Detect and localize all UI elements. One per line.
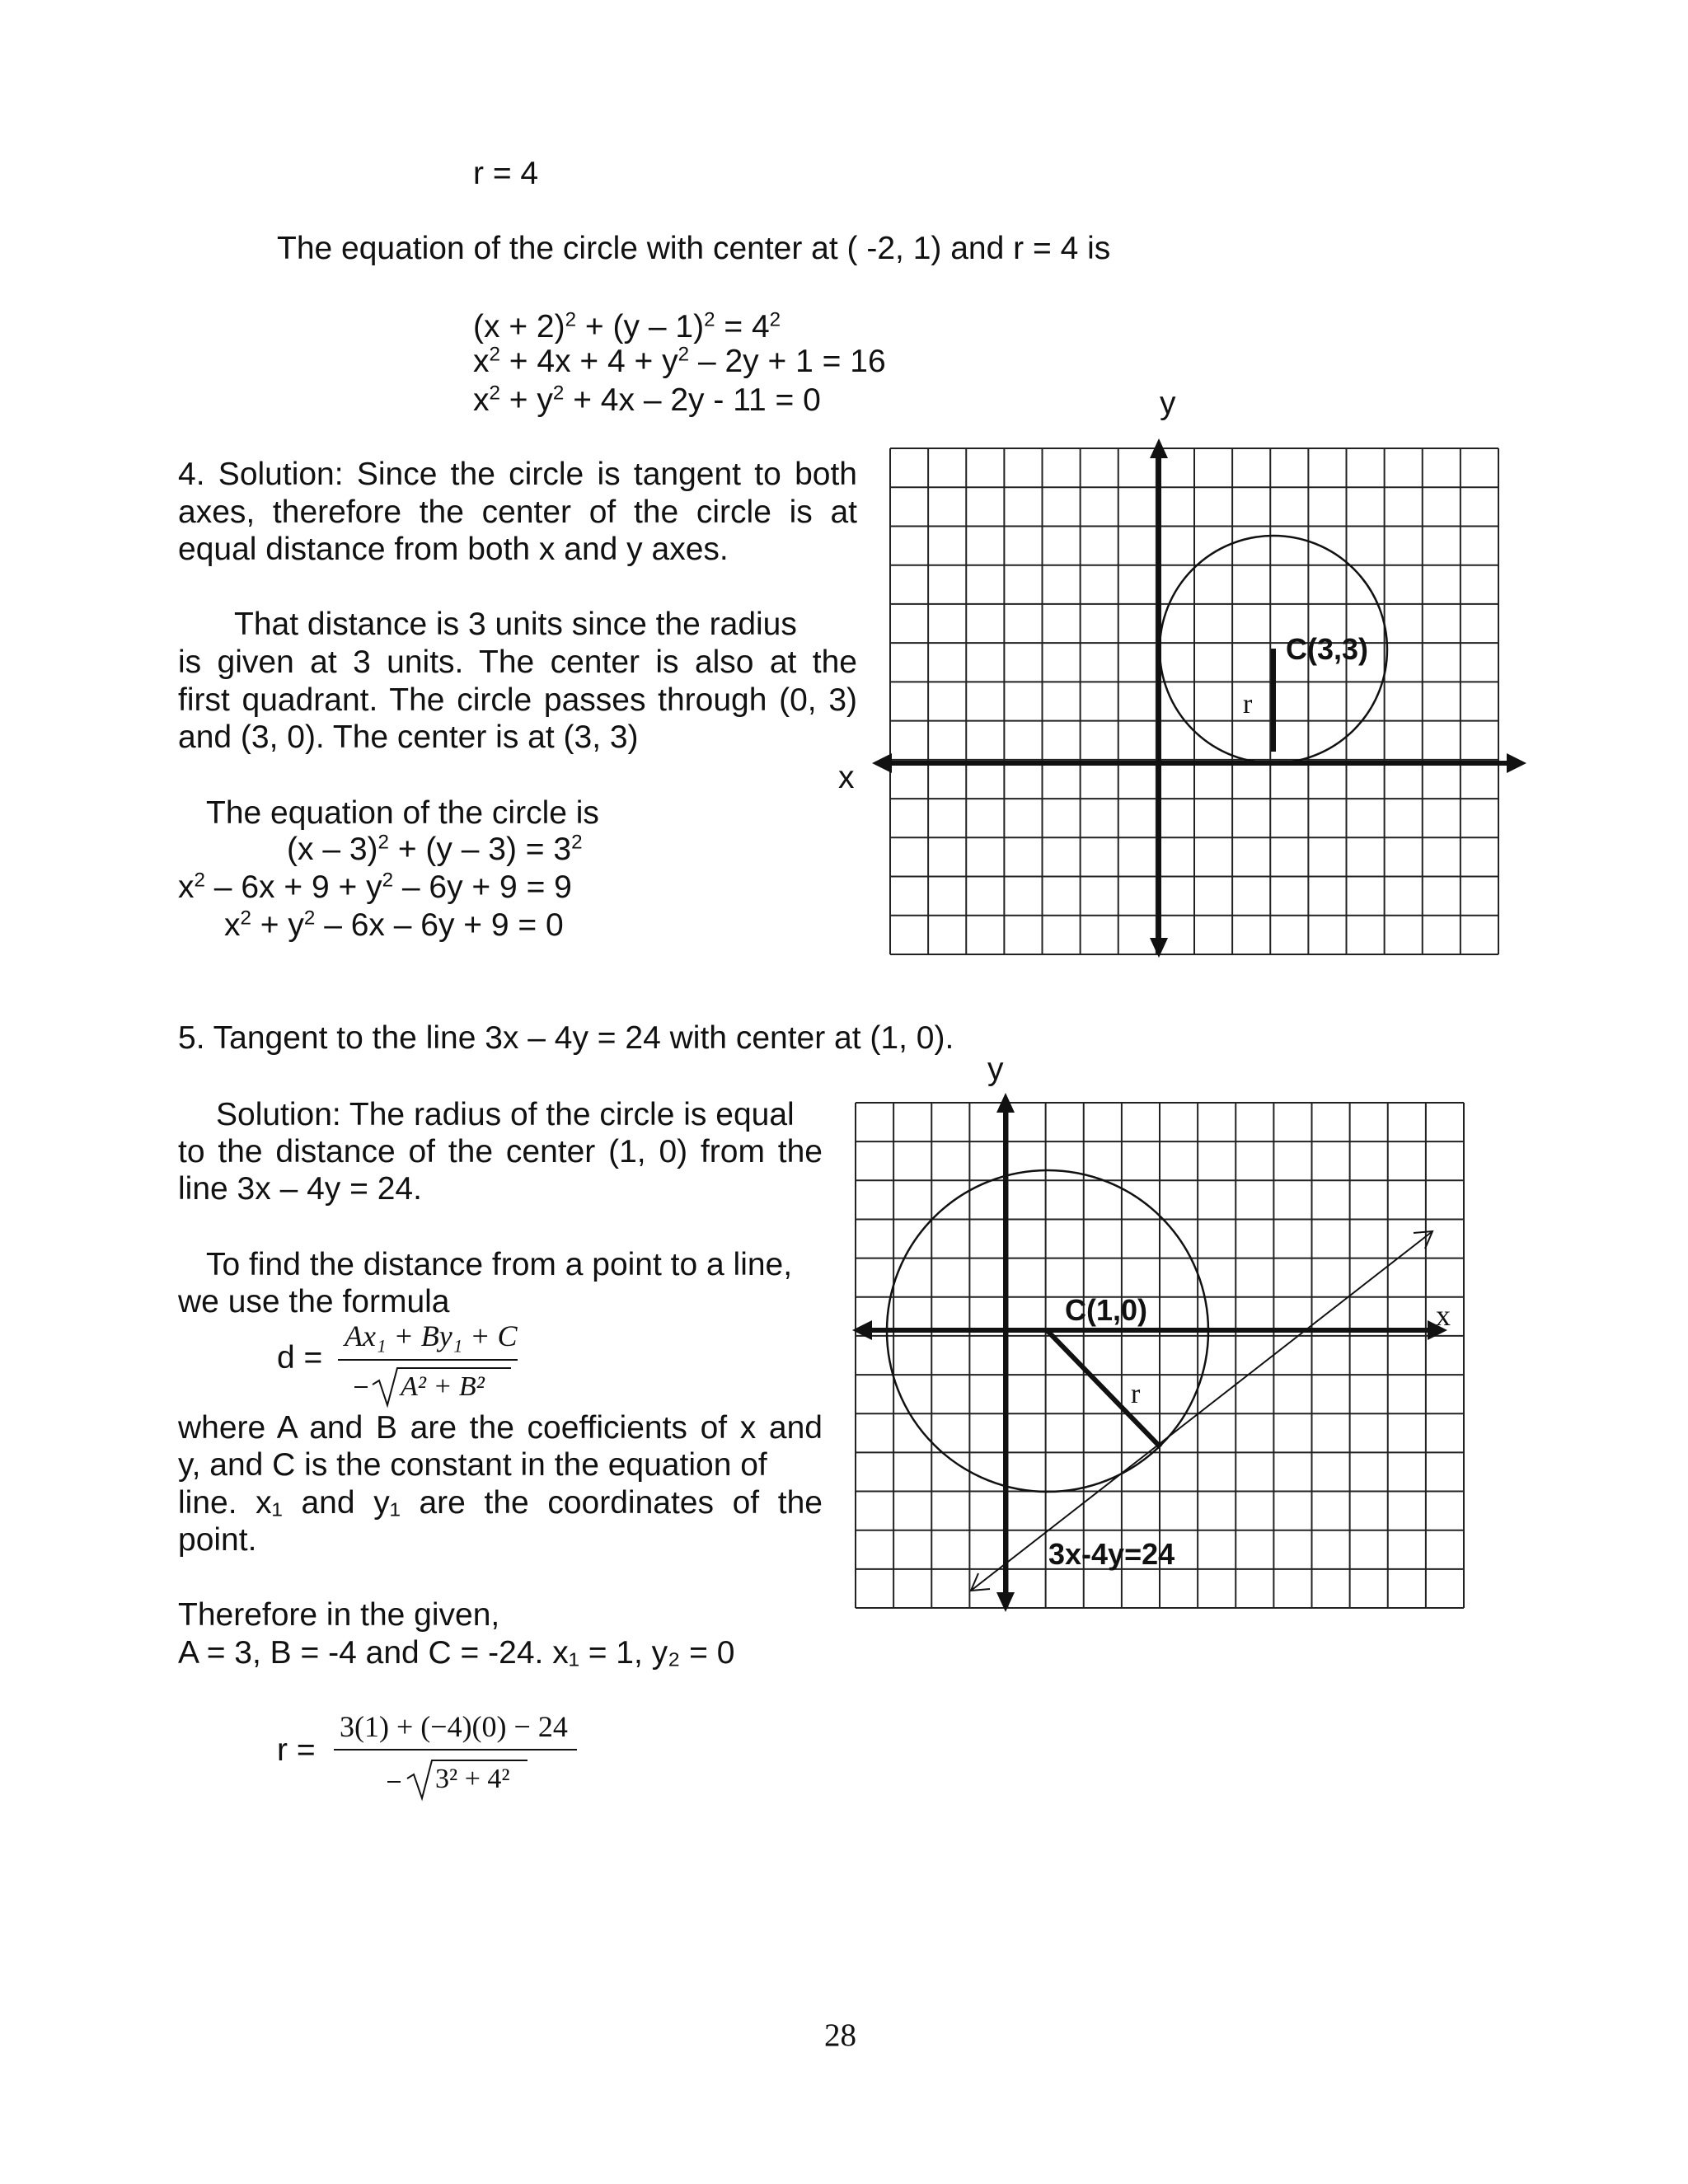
p5-where-line-2: y, and C is the constant in the equation of — [178, 1447, 767, 1483]
graph5-line-label: 3x-4y=24 — [1048, 1537, 1175, 1571]
graph5-radius-label: r — [1131, 1379, 1141, 1409]
circle-statement: The equation of the circle with center at ( -2, 1) and r = 4 is — [277, 231, 1111, 266]
d-numerator: Ax₁ + By₁ + C — [345, 1319, 518, 1352]
equation-line-1: $(x + 2)^2 + (y - 1)^2 = 4^2$ — [473, 308, 781, 344]
d-label: d = — [277, 1340, 323, 1376]
graph4-radius-label: r — [1243, 689, 1253, 719]
p5-where-line-1: where A and B are the coefficients of x and — [178, 1410, 823, 1446]
equation-line-2: $x^2 + 4x + 4 + y^2 - 2y + 1 = 16$ — [473, 343, 886, 379]
page-number: 28 — [824, 2018, 856, 2053]
p4-equation-a: $(x - 3)^2 + (y - 3) = 3^2$ — [287, 831, 583, 867]
graph5-radius-line — [1048, 1331, 1160, 1447]
r-value: r = 4 — [473, 156, 539, 191]
p5-where-line-3: line. x₁ and y₁ are the coordinates of the — [178, 1485, 823, 1521]
p4-equation-c: $x^2 + y^2 - 6x - 6y + 9 = 0$ — [224, 907, 564, 943]
equation-line-3: $x^2 + y^2 + 4x - 2y - 11 = 0$ — [473, 382, 821, 418]
p4-distance-line-2: is given at 3 units. The center is also at the — [178, 644, 857, 680]
p5-where-line-4: point. — [178, 1522, 257, 1558]
p5-title: 5. Tangent to the line 3x – 4y = 24 with center at (1, 0). — [178, 1020, 954, 1056]
p5-solution-line-2: to the distance of the center (1, 0) from the — [178, 1134, 823, 1169]
graph5-y-arrow-down — [996, 1592, 1015, 1612]
p4-distance-line-3: first quadrant. The circle passes through (0, 3) — [178, 682, 857, 718]
r-label: r = — [277, 1732, 316, 1768]
p5-solution-line-3: line 3x – 4y = 24. — [178, 1171, 422, 1207]
graph5-center-label: C(1,0) — [1065, 1293, 1148, 1327]
p4-distance-line-1: That distance is 3 units since the radius — [234, 607, 797, 642]
p4-solution-line-2: axes, therefore the center of the circle is at — [178, 494, 857, 530]
p5-formula-intro-2: we use the formula — [178, 1284, 450, 1319]
r-denominator: 3² + 4² — [435, 1764, 510, 1794]
p4-distance-line-4: and (3, 0). The center is at (3, 3) — [178, 719, 639, 755]
p5-given-line-2: A = 3, B = -4 and C = -24. x₁ = 1, y₂ = 0 — [178, 1635, 735, 1671]
p5-solution-line-1: Solution: The radius of the circle is equal — [216, 1097, 795, 1132]
graph5-grid — [856, 1103, 1464, 1608]
r-numerator: 3(1) + (−4)(0) − 24 — [340, 1710, 568, 1743]
p5-formula-intro-1: To find the distance from a point to a line, — [206, 1247, 793, 1282]
graph4-center-label: C(3,3) — [1286, 632, 1369, 666]
p5-given-line-1: Therefore in the given, — [178, 1597, 500, 1633]
p4-equation-intro: The equation of the circle is — [206, 795, 599, 831]
graph5-y-label: y — [987, 1052, 1004, 1087]
p4-solution-line-3: equal distance from both x and y axes. — [178, 532, 729, 567]
graph5-x-label: x — [1436, 1299, 1451, 1332]
d-denominator: A² + B² — [401, 1371, 485, 1402]
graph4-x-label: x — [838, 760, 855, 795]
graph4-y-label: y — [1160, 386, 1176, 421]
p4-equation-b: $x^2 - 6x + 9 + y^2 - 6y + 9 = 9$ — [178, 869, 572, 905]
p4-solution-line-1: 4. Solution: Since the circle is tangent to both — [178, 457, 857, 492]
